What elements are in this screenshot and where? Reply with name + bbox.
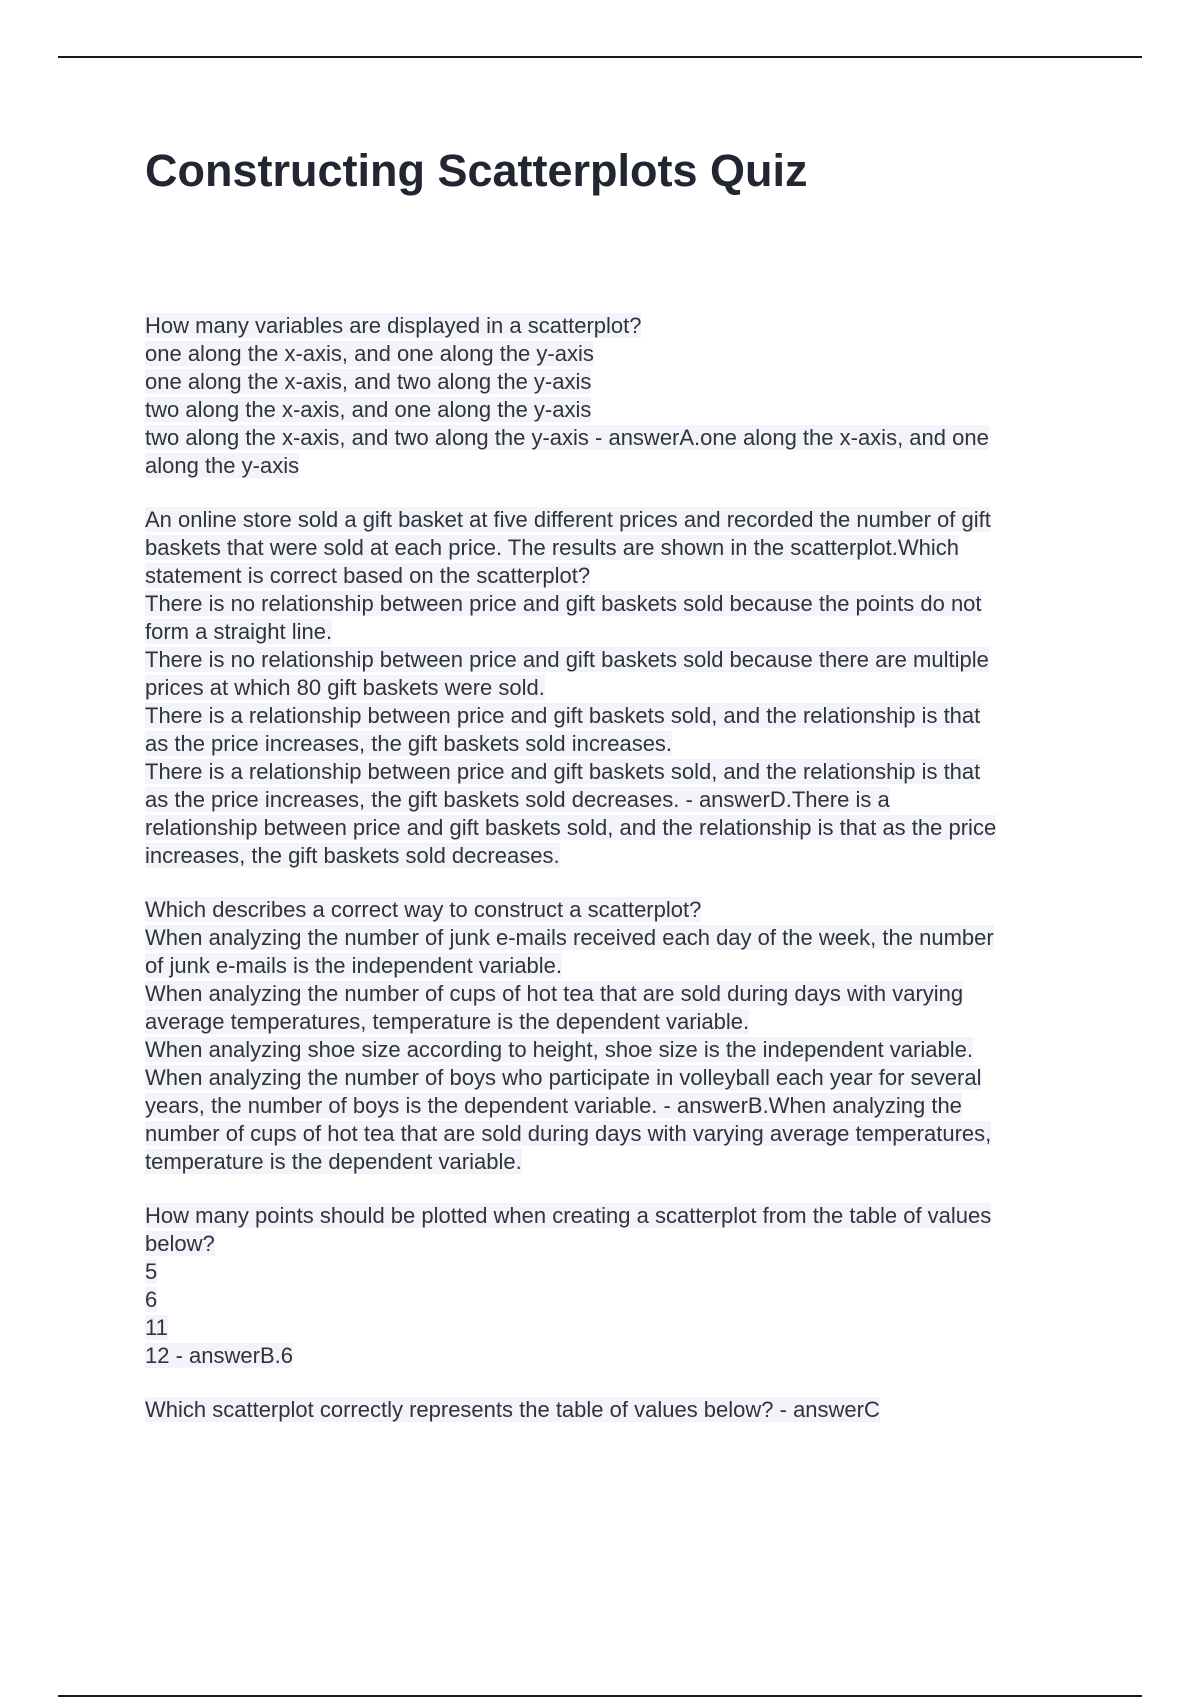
question-line (145, 702, 1085, 730)
question-line (145, 980, 1085, 1008)
question-list (145, 312, 1085, 1450)
line-text: number of cups of hot tea that are sold during days with varying average temperatures, (145, 1121, 992, 1146)
question-line (145, 646, 1085, 674)
question-line (145, 396, 1085, 424)
bottom-rule (58, 1695, 1142, 1697)
question-line (145, 814, 1085, 842)
line-text: two along the x-axis, and one along the y-axis (145, 397, 592, 422)
line-text: temperature is the dependent variable. (145, 1149, 522, 1174)
line-text: form a straight line. (145, 619, 333, 644)
line-text: as the price increases, the gift baskets sold decreases. - answerD.There is a (145, 787, 890, 812)
question-block (145, 312, 1085, 480)
line-text: Which scatterplot correctly represents the table of values below? - answerC (145, 1397, 880, 1422)
question-line (145, 952, 1085, 980)
question-line (145, 1258, 1085, 1286)
line-text: How many points should be plotted when creating a scatterplot from the table of values (145, 1203, 992, 1228)
question-block (145, 1202, 1085, 1370)
question-line (145, 1064, 1085, 1092)
line-text: When analyzing the number of boys who participate in volleyball each year for several (145, 1065, 982, 1090)
question-block (145, 506, 1085, 870)
line-text: below? (145, 1231, 215, 1256)
question-line (145, 730, 1085, 758)
question-line (145, 674, 1085, 702)
question-line (145, 786, 1085, 814)
question-line (145, 562, 1085, 590)
line-text: When analyzing shoe size according to height, shoe size is the independent variable. (145, 1037, 973, 1062)
question-line (145, 842, 1085, 870)
question-block (145, 1396, 1085, 1424)
line-text: There is a relationship between price and gift baskets sold, and the relationship is that (145, 759, 981, 784)
line-text: 11 (145, 1315, 168, 1340)
question-line (145, 758, 1085, 786)
line-text: prices at which 80 gift baskets were sold. (145, 675, 545, 700)
question-text (145, 896, 1085, 924)
question-text (145, 1202, 1085, 1230)
line-text: How many variables are displayed in a scatterplot? (145, 313, 642, 338)
line-text: years, the number of boys is the dependent variable. - answerB.When analyzing the (145, 1093, 962, 1118)
line-text: 12 - answerB.6 (145, 1343, 293, 1368)
line-text: When analyzing the number of junk e-mails received each day of the week, the number (145, 925, 994, 950)
question-line (145, 618, 1085, 646)
question-line (145, 1342, 1085, 1370)
question-text (145, 506, 1085, 534)
question-line (145, 424, 1085, 452)
line-text: statement is correct based on the scatterplot? (145, 563, 591, 588)
line-text: one along the x-axis, and two along the y-axis (145, 369, 592, 394)
question-line (145, 1230, 1085, 1258)
line-text: increases, the gift baskets sold decreases. (145, 843, 560, 868)
question-line (145, 340, 1085, 368)
question-text (145, 1396, 1085, 1424)
page-title: Constructing Scatterplots Quiz (145, 145, 808, 196)
question-line (145, 1120, 1085, 1148)
line-text: relationship between price and gift baskets sold, and the relationship is that as the price (145, 815, 997, 840)
line-text: two along the x-axis, and two along the y-axis - answerA.one along the x-axis, and one (145, 425, 989, 450)
question-line (145, 1286, 1085, 1314)
line-text: of junk e-mails is the independent variable. (145, 953, 563, 978)
question-line (145, 924, 1085, 952)
question-line (145, 1314, 1085, 1342)
line-text: 6 (145, 1287, 158, 1312)
line-text: When analyzing the number of cups of hot tea that are sold during days with varying (145, 981, 964, 1006)
question-line (145, 1036, 1085, 1064)
question-line (145, 1148, 1085, 1176)
top-rule (58, 56, 1142, 58)
line-text: baskets that were sold at each price. The results are shown in the scatterplot.Which (145, 535, 959, 560)
line-text: There is no relationship between price and gift baskets sold because the points do not (145, 591, 982, 616)
question-line (145, 1008, 1085, 1036)
line-text: as the price increases, the gift baskets sold increases. (145, 731, 673, 756)
question-line (145, 590, 1085, 618)
line-text: There is no relationship between price and gift baskets sold because there are multiple (145, 647, 989, 672)
line-text: There is a relationship between price and gift baskets sold, and the relationship is that (145, 703, 981, 728)
line-text: An online store sold a gift basket at five different prices and recorded the number of gift (145, 507, 991, 532)
line-text: 5 (145, 1259, 158, 1284)
question-text (145, 312, 1085, 340)
line-text: Which describes a correct way to construct a scatterplot? (145, 897, 702, 922)
question-line (145, 452, 1085, 480)
line-text: along the y-axis (145, 453, 300, 478)
line-text: one along the x-axis, and one along the y-axis (145, 341, 594, 366)
question-line (145, 1092, 1085, 1120)
line-text: average temperatures, temperature is the dependent variable. (145, 1009, 750, 1034)
question-line (145, 534, 1085, 562)
question-block (145, 896, 1085, 1176)
question-line (145, 368, 1085, 396)
